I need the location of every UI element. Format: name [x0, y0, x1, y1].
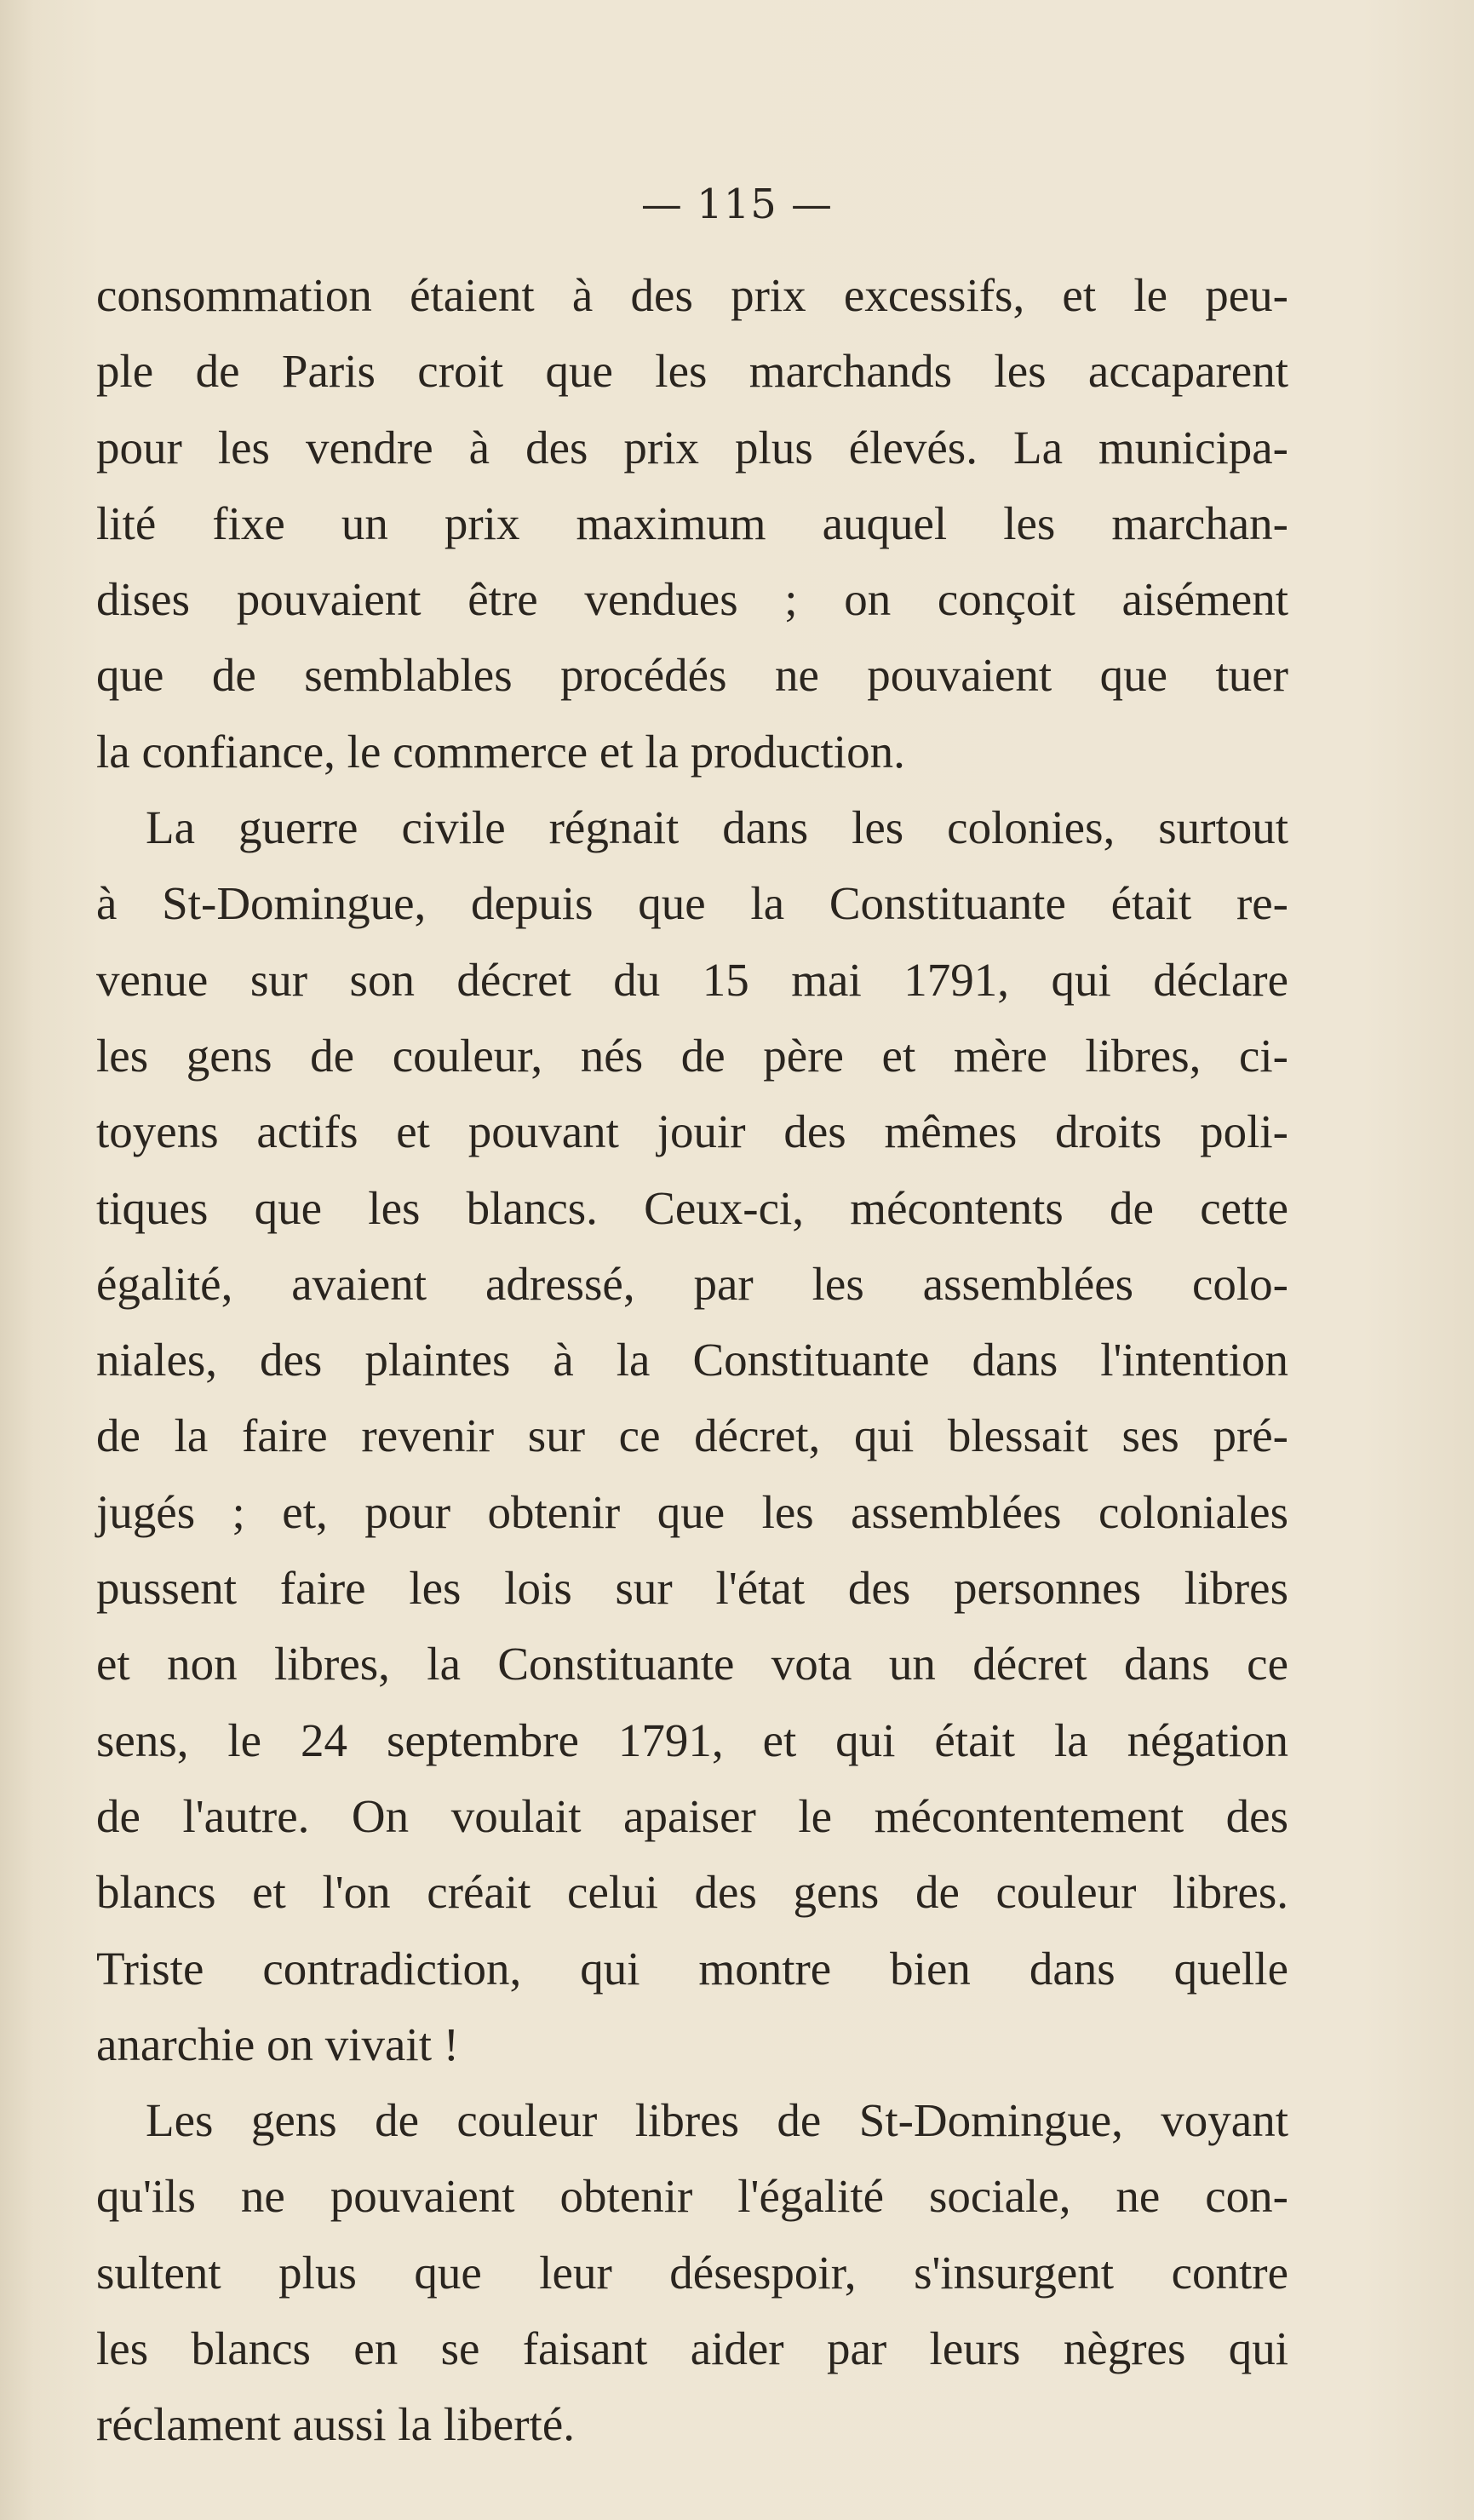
text-line: de la faire revenir sur ce décret, qui blessait ses pré-: [96, 1409, 1288, 1462]
text-line: la confiance, le commerce et la production.: [96, 725, 905, 778]
text-line: niales, des plaintes à la Constituante dans l'intention: [96, 1334, 1288, 1386]
text-line: blancs et l'on créait celui des gens de couleur libres.: [96, 1866, 1288, 1919]
text-line: pour les vendre à des prix plus élevés. La municipa-: [96, 421, 1288, 474]
text-line: sens, le 24 septembre 1791, et qui était la négation: [96, 1713, 1288, 1766]
text-line: anarchie on vivait !: [96, 2018, 460, 2070]
text-line: les blancs en se faisant aider par leurs nègres qui: [96, 2322, 1288, 2375]
text-line: La guerre civile régnait dans les colonies, surtout: [146, 801, 1288, 854]
text-line: et non libres, la Constituante vota un décret dans ce: [96, 1638, 1288, 1691]
text-line: consommation étaient à des prix excessifs, et le peu-: [96, 269, 1288, 321]
text-line: toyens actifs et pouvant jouir des mêmes droits poli-: [96, 1105, 1288, 1158]
text-line: égalité, avaient adressé, par les assemblées colo-: [96, 1257, 1288, 1310]
text-line: réclament aussi la liberté.: [96, 2398, 575, 2451]
text-line: qu'ils ne pouvaient obtenir l'égalité sociale, ne con-: [96, 2170, 1288, 2223]
page-number: — 115 —: [640, 181, 834, 228]
text-line: à St-Domingue, depuis que la Constituante était re-: [96, 877, 1288, 930]
text-line: que de semblables procédés ne pouvaient que tuer: [96, 649, 1288, 702]
text-line: lité fixe un prix maximum auquel les marchan-: [96, 497, 1288, 549]
body-text: [96, 257, 1288, 2463]
text-line: dises pouvaient être vendues ; on conçoit aisément: [96, 573, 1288, 626]
text-line: de l'autre. On voulait apaiser le mécontentement des: [96, 1789, 1288, 1842]
text-line: tiques que les blancs. Ceux-ci, mécontents de cette: [96, 1181, 1288, 1234]
text-line: venue sur son décret du 15 mai 1791, qui déclare: [96, 953, 1288, 1006]
text-line: pussent faire les lois sur l'état des personnes libres: [96, 1562, 1288, 1615]
text-line: les gens de couleur, nés de père et mère libres, ci-: [96, 1029, 1288, 1082]
text-line: Les gens de couleur libres de St-Domingue, voyant: [146, 2094, 1288, 2147]
text-line: jugés ; et, pour obtenir que les assemblées coloniales: [96, 1485, 1288, 1538]
text-line: ple de Paris croit que les marchands les accaparent: [96, 345, 1288, 398]
text-line: sultent plus que leur désespoir, s'insurgent contre: [96, 2246, 1288, 2299]
text-line: Triste contradiction, qui montre bien dans quelle: [96, 1942, 1288, 1995]
